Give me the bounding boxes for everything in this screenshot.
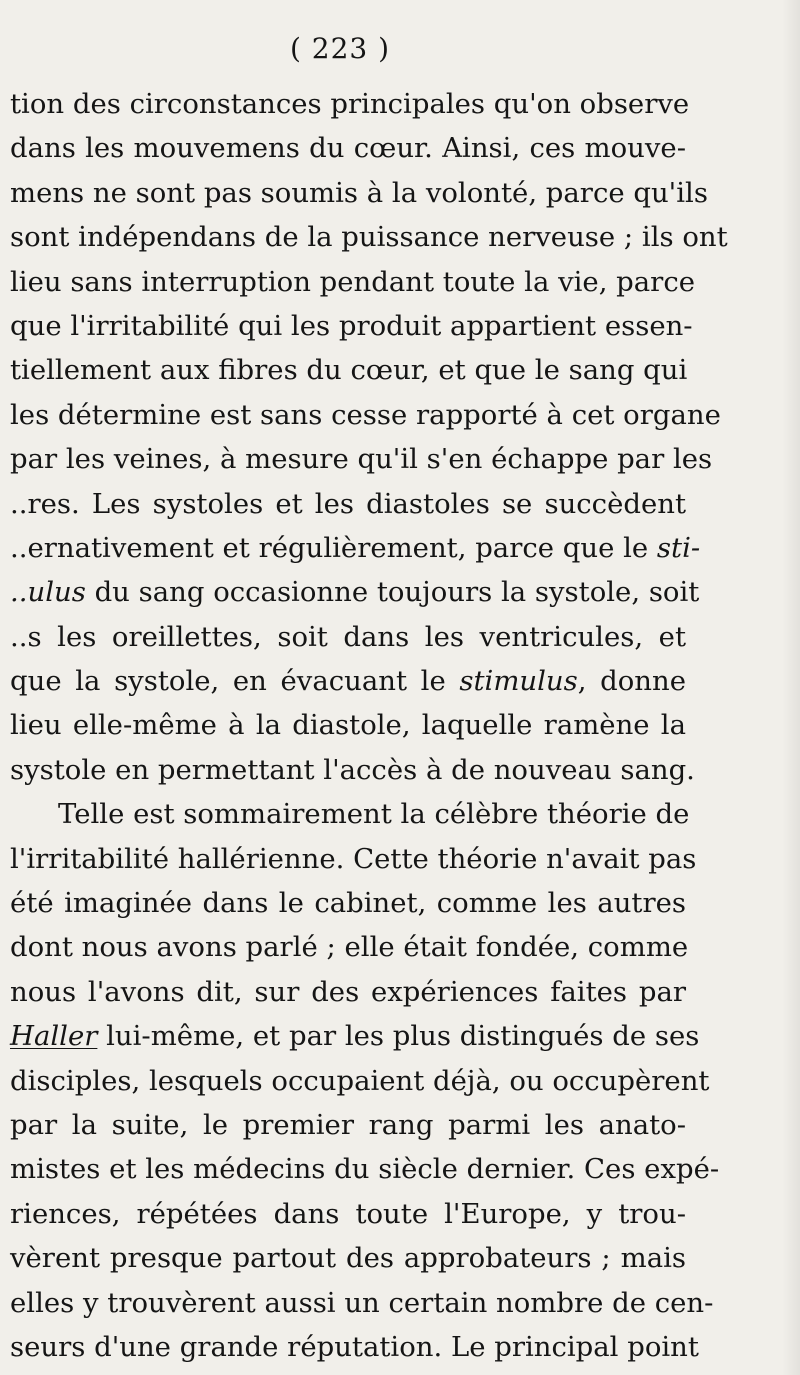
text-line: [10, 1147, 720, 1191]
text-line: [10, 482, 686, 526]
text-segment: les détermine est sans cesse rapporté à cet organe: [10, 398, 721, 431]
page-number: ( 223 ): [289, 32, 391, 65]
text-line: [10, 304, 693, 348]
text-segment: nous l'avons dit, sur des expériences faites par: [10, 975, 686, 1008]
text-line: [10, 837, 697, 881]
text-segment: seurs d'une grande réputation. Le principal point: [10, 1330, 699, 1363]
text-line: [10, 925, 689, 969]
text-segment: lieu sans interruption pendant toute la vie, parce: [10, 265, 696, 298]
text-segment: sont indépendans de la puissance nerveuse ; ils ont: [10, 221, 728, 254]
text-segment: tiellement aux fibres du cœur, et que le sang qui: [10, 354, 688, 387]
text-segment: Telle est sommairement la célèbre théorie de: [58, 798, 690, 831]
text-segment: par la suite, le premier rang parmi les anato-: [10, 1108, 686, 1141]
text-line: [10, 703, 686, 747]
text-segment: du sang occasionne toujours la systole, soit: [85, 576, 700, 609]
text-line: [10, 526, 701, 570]
text-segment: lui-même, et par les plus distingués de ses: [97, 1020, 700, 1053]
text-line: [10, 171, 708, 215]
text-line: [10, 748, 695, 792]
text-line: [10, 215, 728, 259]
text-segment: ..res. Les systoles et les diastoles se succèdent: [10, 487, 686, 520]
text-line: [10, 1103, 686, 1147]
text-segment: lieu elle-même à la diastole, laquelle ramène la: [10, 709, 686, 742]
text-line: [10, 1059, 710, 1103]
italic-term: ..ulus: [10, 576, 86, 609]
text-line: [10, 570, 700, 614]
text-segment: systole en permettant l'accès à de nouveau sang.: [10, 753, 695, 786]
text-line: [10, 260, 696, 304]
author-name: Haller: [10, 1020, 98, 1053]
text-segment: , donne: [577, 665, 686, 698]
text-segment: ..ernativement et régulièrement, parce que le: [10, 531, 657, 564]
text-segment: riences, répétées dans toute l'Europe, y trou-: [10, 1197, 686, 1230]
text-line: [10, 1281, 714, 1325]
text-line: [10, 1192, 686, 1236]
text-line: [10, 437, 713, 481]
text-segment: elles y trouvèrent aussi un certain nombre de cen-: [10, 1286, 714, 1319]
text-segment: ..s les oreillettes, soit dans les ventricules, et: [10, 620, 686, 653]
text-segment: que l'irritabilité qui les produit appartient essen-: [10, 309, 693, 342]
text-line: [10, 881, 686, 925]
text-line: [10, 348, 686, 392]
text-segment: l'irritabilité hallérienne. Cette théorie n'avait pas: [10, 842, 697, 875]
text-segment: dont nous avons parlé ; elle était fondée, comme: [10, 931, 689, 964]
text-line: [10, 792, 690, 836]
text-segment: disciples, lesquels occupaient déjà, ou occupèrent: [10, 1064, 710, 1097]
text-line: [10, 1236, 686, 1280]
text-segment: que la systole, en évacuant le: [10, 665, 460, 698]
body-text: [10, 82, 728, 1369]
text-line: [10, 615, 686, 659]
italic-term: sti-: [656, 531, 701, 564]
text-line: [10, 970, 686, 1014]
text-line: [10, 126, 686, 170]
text-segment: mens ne sont pas soumis à la volonté, parce qu'ils: [10, 176, 708, 209]
text-line: [10, 82, 690, 126]
text-line: [10, 1014, 700, 1058]
text-line: [10, 393, 721, 437]
italic-term: stimulus: [459, 665, 578, 698]
text-segment: mistes et les médecins du siècle dernier. Ces expé-: [10, 1153, 720, 1186]
text-line: [10, 1325, 699, 1369]
text-line: [10, 659, 686, 703]
text-segment: été imaginée dans le cabinet, comme les autres: [10, 887, 686, 920]
text-segment: dans les mouvemens du cœur. Ainsi, ces mouve-: [10, 132, 686, 165]
text-segment: tion des circonstances principales qu'on observe: [10, 88, 690, 120]
text-segment: par les veines, à mesure qu'il s'en échappe par les: [10, 443, 713, 476]
text-segment: vèrent presque partout des approbateurs ; mais: [10, 1242, 686, 1275]
